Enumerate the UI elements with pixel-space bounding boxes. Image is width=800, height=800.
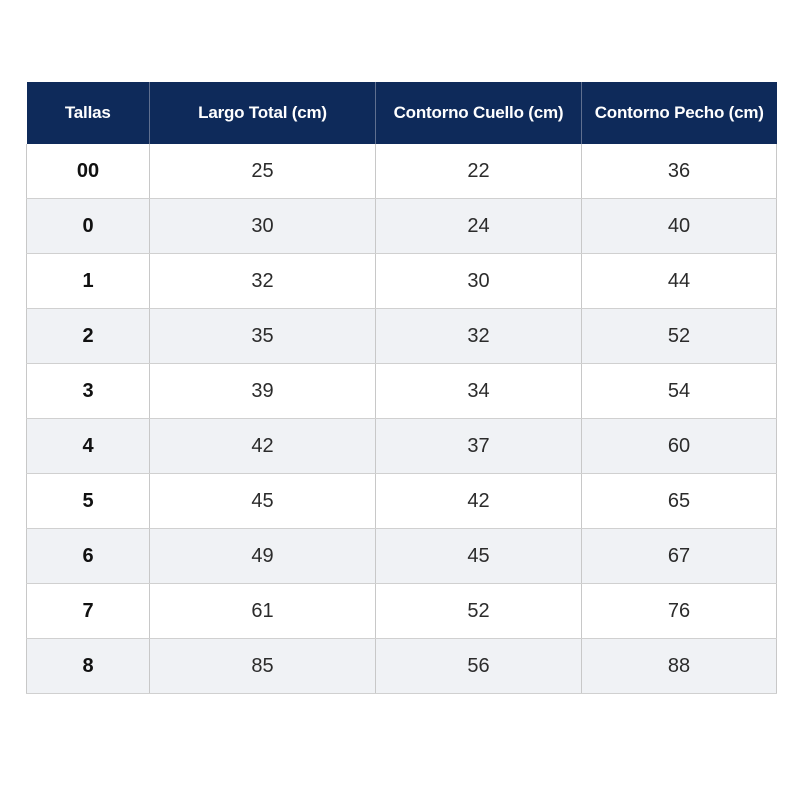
contorno-pecho-cell: 65 xyxy=(582,474,777,529)
largo-total-cell: 35 xyxy=(150,309,376,364)
table-row xyxy=(27,254,777,309)
table-row xyxy=(27,529,777,584)
size-cell: 3 xyxy=(27,364,150,419)
table-row xyxy=(27,419,777,474)
size-chart-table xyxy=(26,82,777,694)
contorno-cuello-cell: 45 xyxy=(376,529,582,584)
contorno-pecho-cell: 44 xyxy=(582,254,777,309)
contorno-cuello-cell: 42 xyxy=(376,474,582,529)
size-cell: 5 xyxy=(27,474,150,529)
contorno-pecho-cell: 54 xyxy=(582,364,777,419)
largo-total-cell: 45 xyxy=(150,474,376,529)
header-contorno-cuello: Contorno Cuello (cm) xyxy=(376,82,582,144)
size-cell: 00 xyxy=(27,144,150,199)
contorno-pecho-cell: 88 xyxy=(582,639,777,694)
largo-total-cell: 39 xyxy=(150,364,376,419)
table-row xyxy=(27,584,777,639)
table-row xyxy=(27,639,777,694)
largo-total-cell: 25 xyxy=(150,144,376,199)
size-cell: 8 xyxy=(27,639,150,694)
header-row xyxy=(27,82,777,144)
contorno-cuello-cell: 22 xyxy=(376,144,582,199)
contorno-pecho-cell: 36 xyxy=(582,144,777,199)
contorno-cuello-cell: 37 xyxy=(376,419,582,474)
contorno-cuello-cell: 32 xyxy=(376,309,582,364)
contorno-pecho-cell: 67 xyxy=(582,529,777,584)
contorno-cuello-cell: 56 xyxy=(376,639,582,694)
table-row xyxy=(27,309,777,364)
header-contorno-pecho: Contorno Pecho (cm) xyxy=(582,82,777,144)
largo-total-cell: 42 xyxy=(150,419,376,474)
largo-total-cell: 61 xyxy=(150,584,376,639)
table-row xyxy=(27,364,777,419)
contorno-cuello-cell: 30 xyxy=(376,254,582,309)
size-cell: 1 xyxy=(27,254,150,309)
table-row xyxy=(27,199,777,254)
largo-total-cell: 32 xyxy=(150,254,376,309)
table-header xyxy=(27,82,777,144)
contorno-cuello-cell: 52 xyxy=(376,584,582,639)
header-largo-total: Largo Total (cm) xyxy=(150,82,376,144)
table-body xyxy=(27,144,777,694)
contorno-pecho-cell: 60 xyxy=(582,419,777,474)
table-row xyxy=(27,474,777,529)
contorno-pecho-cell: 76 xyxy=(582,584,777,639)
largo-total-cell: 85 xyxy=(150,639,376,694)
size-cell: 2 xyxy=(27,309,150,364)
contorno-pecho-cell: 40 xyxy=(582,199,777,254)
contorno-cuello-cell: 34 xyxy=(376,364,582,419)
contorno-cuello-cell: 24 xyxy=(376,199,582,254)
largo-total-cell: 49 xyxy=(150,529,376,584)
size-cell: 0 xyxy=(27,199,150,254)
contorno-pecho-cell: 52 xyxy=(582,309,777,364)
largo-total-cell: 30 xyxy=(150,199,376,254)
size-cell: 7 xyxy=(27,584,150,639)
table-row xyxy=(27,144,777,199)
header-tallas: Tallas xyxy=(27,82,150,144)
size-cell: 4 xyxy=(27,419,150,474)
size-cell: 6 xyxy=(27,529,150,584)
